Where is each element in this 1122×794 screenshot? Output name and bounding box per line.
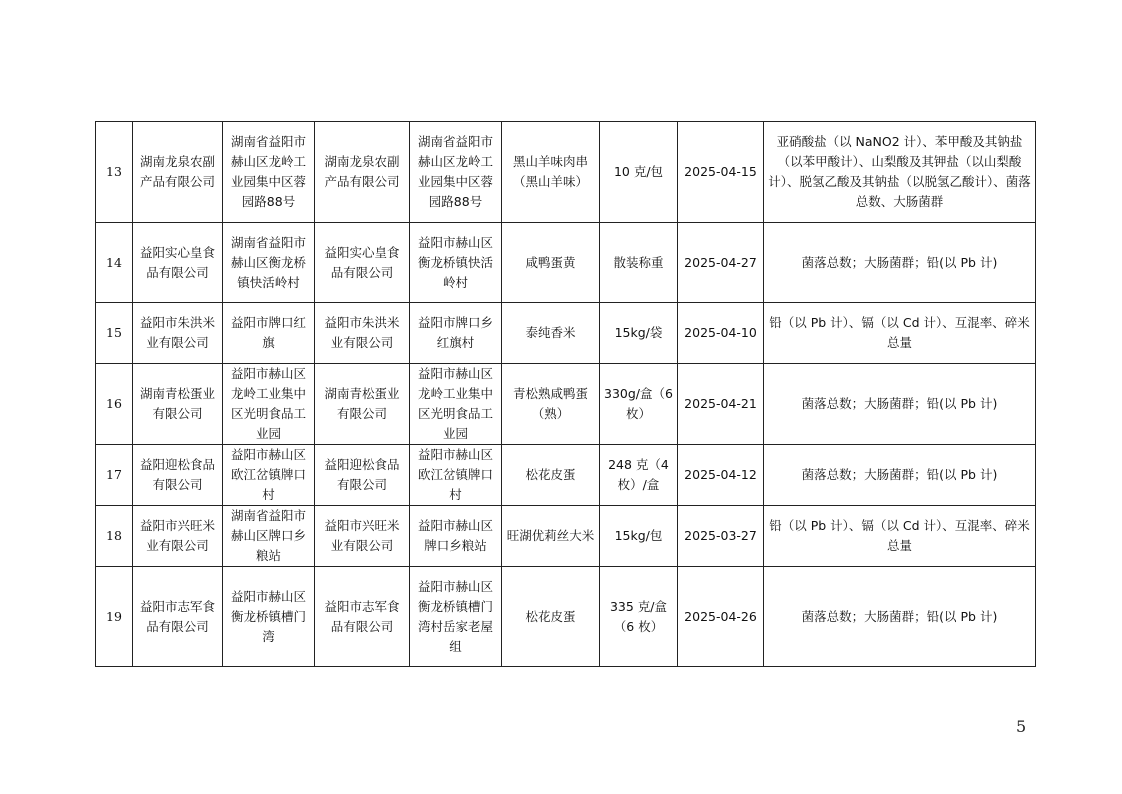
cell-no: 18 <box>96 506 133 567</box>
cell-seller-address: 益阳市牌口乡红旗村 <box>410 303 502 364</box>
table-row <box>96 223 1036 303</box>
cell-items: 菌落总数；大肠菌群；铅(以 Pb 计) <box>764 567 1036 667</box>
cell-product: 松花皮蛋 <box>502 445 600 506</box>
cell-seller: 益阳市朱洪米业有限公司 <box>315 303 410 364</box>
cell-no: 16 <box>96 364 133 445</box>
cell-producer: 益阳实心皇食品有限公司 <box>133 223 223 303</box>
cell-product: 咸鸭蛋黄 <box>502 223 600 303</box>
cell-producer: 益阳市兴旺米业有限公司 <box>133 506 223 567</box>
cell-product: 松花皮蛋 <box>502 567 600 667</box>
cell-no: 17 <box>96 445 133 506</box>
cell-seller-address: 益阳市赫山区欧江岔镇牌口村 <box>410 445 502 506</box>
table-row <box>96 445 1036 506</box>
cell-seller-address: 益阳市赫山区龙岭工业集中区光明食品工业园 <box>410 364 502 445</box>
cell-producer-address: 益阳市赫山区龙岭工业集中区光明食品工业园 <box>223 364 315 445</box>
cell-seller: 益阳市志军食品有限公司 <box>315 567 410 667</box>
cell-items: 铅（以 Pb 计）、镉（以 Cd 计）、互混率、碎米总量 <box>764 506 1036 567</box>
cell-seller: 益阳实心皇食品有限公司 <box>315 223 410 303</box>
cell-spec: 10 克/包 <box>600 122 678 223</box>
cell-items: 铅（以 Pb 计）、镉（以 Cd 计）、互混率、碎米总量 <box>764 303 1036 364</box>
cell-items: 菌落总数；大肠菌群；铅(以 Pb 计) <box>764 364 1036 445</box>
cell-seller-address: 益阳市赫山区衡龙桥镇快活岭村 <box>410 223 502 303</box>
cell-producer: 湖南青松蛋业有限公司 <box>133 364 223 445</box>
table-row <box>96 303 1036 364</box>
cell-product: 泰纯香米 <box>502 303 600 364</box>
cell-date: 2025-04-21 <box>678 364 764 445</box>
cell-no: 15 <box>96 303 133 364</box>
cell-producer-address: 湖南省益阳市赫山区衡龙桥镇快活岭村 <box>223 223 315 303</box>
table-body <box>96 122 1036 667</box>
cell-seller-address: 益阳市赫山区衡龙桥镇槽门湾村岳家老屋组 <box>410 567 502 667</box>
cell-producer: 益阳市朱洪米业有限公司 <box>133 303 223 364</box>
cell-product: 青松熟咸鸭蛋（熟） <box>502 364 600 445</box>
table-row <box>96 567 1036 667</box>
cell-seller: 益阳市兴旺米业有限公司 <box>315 506 410 567</box>
cell-spec: 散装称重 <box>600 223 678 303</box>
cell-spec: 248 克（4枚）/盒 <box>600 445 678 506</box>
cell-spec: 330g/盒（6枚） <box>600 364 678 445</box>
cell-producer: 益阳市志军食品有限公司 <box>133 567 223 667</box>
cell-producer: 湖南龙泉农副产品有限公司 <box>133 122 223 223</box>
cell-producer-address: 益阳市赫山区衡龙桥镇槽门湾 <box>223 567 315 667</box>
cell-date: 2025-04-15 <box>678 122 764 223</box>
cell-items: 亚硝酸盐（以 NaNO2 计）、苯甲酸及其钠盐（以苯甲酸计）、山梨酸及其钾盐（以山梨酸计）、脱氢乙酸及其钠盐（以脱氢乙酸计）、菌落总数、大肠菌群 <box>764 122 1036 223</box>
cell-date: 2025-04-12 <box>678 445 764 506</box>
cell-producer-address: 湖南省益阳市赫山区龙岭工业园集中区蓉园路88号 <box>223 122 315 223</box>
cell-no: 19 <box>96 567 133 667</box>
table-row <box>96 122 1036 223</box>
cell-date: 2025-04-26 <box>678 567 764 667</box>
cell-items: 菌落总数；大肠菌群；铅(以 Pb 计) <box>764 223 1036 303</box>
cell-seller-address: 湖南省益阳市赫山区龙岭工业园集中区蓉园路88号 <box>410 122 502 223</box>
sampling-table <box>95 121 1036 667</box>
cell-producer-address: 益阳市牌口红旗 <box>223 303 315 364</box>
cell-spec: 15kg/包 <box>600 506 678 567</box>
cell-date: 2025-04-27 <box>678 223 764 303</box>
cell-no: 14 <box>96 223 133 303</box>
cell-items: 菌落总数；大肠菌群；铅(以 Pb 计) <box>764 445 1036 506</box>
cell-seller: 湖南龙泉农副产品有限公司 <box>315 122 410 223</box>
cell-producer: 益阳迎松食品有限公司 <box>133 445 223 506</box>
cell-spec: 15kg/袋 <box>600 303 678 364</box>
cell-no: 13 <box>96 122 133 223</box>
cell-date: 2025-03-27 <box>678 506 764 567</box>
table-row <box>96 364 1036 445</box>
cell-seller: 益阳迎松食品有限公司 <box>315 445 410 506</box>
cell-producer-address: 益阳市赫山区欧江岔镇牌口村 <box>223 445 315 506</box>
cell-spec: 335 克/盒（6 枚） <box>600 567 678 667</box>
cell-date: 2025-04-10 <box>678 303 764 364</box>
cell-seller-address: 益阳市赫山区牌口乡粮站 <box>410 506 502 567</box>
cell-product: 旺湖优莉丝大米 <box>502 506 600 567</box>
table-row <box>96 506 1036 567</box>
cell-seller: 湖南青松蛋业有限公司 <box>315 364 410 445</box>
page-number: 5 <box>1016 717 1027 736</box>
cell-product: 黑山羊味肉串（黑山羊味） <box>502 122 600 223</box>
cell-producer-address: 湖南省益阳市赫山区牌口乡粮站 <box>223 506 315 567</box>
